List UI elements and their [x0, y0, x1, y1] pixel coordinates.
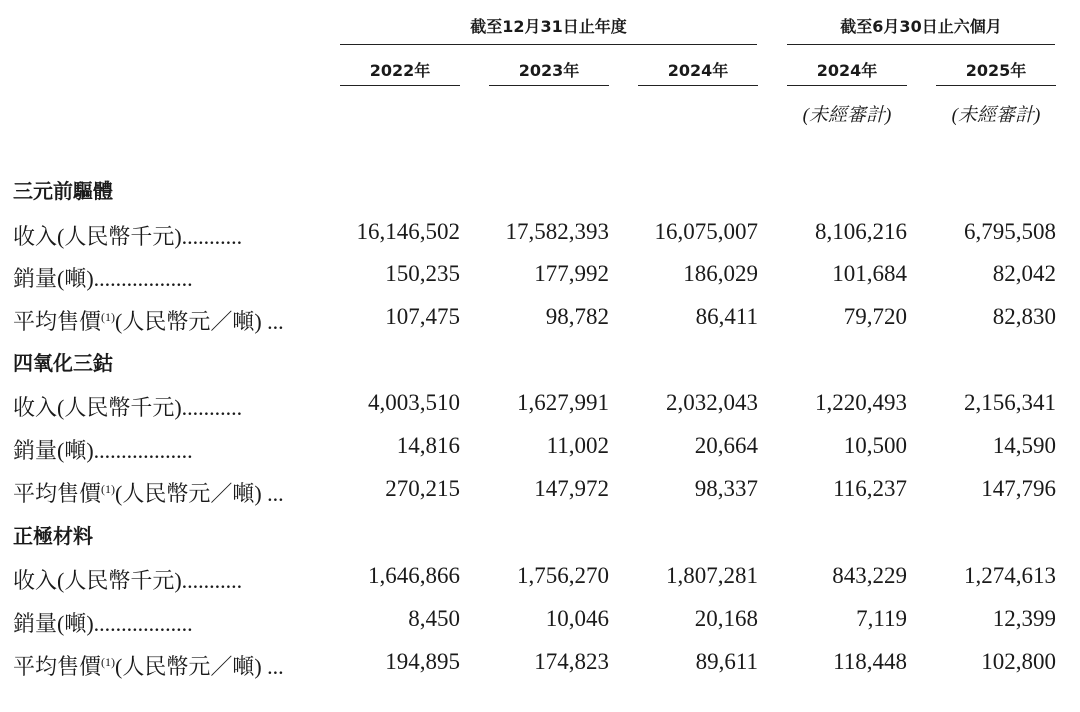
header-group-fiscal-year: 截至12月31日止年度 [470, 17, 627, 36]
year-header-2024-6m: 2024年 [816, 61, 878, 80]
cell-value: 10,500 [843, 433, 907, 458]
cell-value: 14,590 [992, 433, 1056, 458]
row-label-volume [13, 262, 193, 293]
cell-value: 16,146,502 [356, 219, 460, 244]
cell-value: 20,664 [694, 433, 758, 458]
year-rule-2024-6m [787, 85, 907, 86]
header-group-six-months: 截至6月30日止六個月 [840, 17, 1002, 36]
row-label-avg-price [13, 305, 284, 336]
cell-value: 86,411 [695, 304, 758, 329]
year-header-2022: 2022年 [369, 61, 431, 80]
row-label-revenue [13, 564, 242, 595]
cell-value: 118,448 [833, 649, 907, 674]
row-label-revenue [13, 391, 242, 422]
row-label-revenue [13, 220, 242, 251]
row-label-avg-price [13, 477, 284, 508]
header-group-six-months-rule [787, 44, 1055, 45]
year-rule-2025-6m [936, 85, 1056, 86]
row-label-text: 收入(人民幣千元) [13, 224, 182, 249]
row-label-leader: ... [267, 481, 284, 506]
year-rule-2023 [489, 85, 609, 86]
cell-value: 194,895 [385, 649, 460, 674]
row-label-leader: ... [267, 654, 284, 679]
row-label-text: 銷量(噸) [13, 611, 94, 636]
cell-value: 98,337 [694, 476, 758, 501]
row-label-suffix: (人民幣元／噸) [115, 481, 262, 506]
cell-value: 1,274,613 [964, 563, 1056, 588]
cell-value: 270,215 [385, 476, 460, 501]
cell-value: 107,475 [385, 304, 460, 329]
section-title: 四氧化三鈷 [13, 351, 113, 375]
cell-value: 89,611 [695, 649, 758, 674]
row-label-text: 銷量(噸) [13, 266, 94, 291]
cell-value: 1,627,991 [517, 390, 609, 415]
cell-value: 16,075,007 [654, 219, 758, 244]
year-rule-2022 [340, 85, 460, 86]
cell-value: 4,003,510 [368, 390, 460, 415]
cell-value: 1,646,866 [368, 563, 460, 588]
row-label-text: 平均售價 [13, 654, 102, 679]
cell-value: 843,229 [832, 563, 907, 588]
row-label-leader: ... [267, 309, 284, 334]
row-label-text: 銷量(噸) [13, 438, 94, 463]
cell-value: 17,582,393 [505, 219, 609, 244]
row-label-volume [13, 434, 193, 465]
cell-value: 10,046 [545, 606, 609, 631]
footnote-marker: (1) [101, 482, 116, 496]
cell-value: 150,235 [385, 261, 460, 286]
footnote-marker: (1) [101, 655, 116, 669]
year-header-2023: 2023年 [518, 61, 580, 80]
cell-value: 1,756,270 [517, 563, 609, 588]
footnote-marker: (1) [101, 310, 116, 324]
cell-value: 186,029 [683, 261, 758, 286]
row-label-volume [13, 607, 193, 638]
cell-value: 174,823 [534, 649, 609, 674]
year-header-2025-6m: 2025年 [965, 61, 1027, 80]
row-label-text: 收入(人民幣千元) [13, 568, 182, 593]
cell-value: 8,450 [408, 606, 460, 631]
cell-value: 7,119 [856, 606, 907, 631]
unaudited-note-2024: (未經審計) [802, 105, 892, 126]
unaudited-note-2025: (未經審計) [951, 105, 1041, 126]
row-label-leader: .................. [93, 438, 193, 463]
row-label-leader: ........... [181, 568, 243, 593]
cell-value: 1,220,493 [815, 390, 907, 415]
cell-value: 98,782 [545, 304, 609, 329]
row-label-leader: ........... [181, 224, 243, 249]
cell-value: 82,830 [992, 304, 1056, 329]
cell-value: 177,992 [534, 261, 609, 286]
row-label-suffix: (人民幣元／噸) [115, 654, 262, 679]
row-label-text: 收入(人民幣千元) [13, 395, 182, 420]
cell-value: 14,816 [396, 433, 460, 458]
cell-value: 11,002 [546, 433, 609, 458]
cell-value: 82,042 [992, 261, 1056, 286]
cell-value: 8,106,216 [815, 219, 907, 244]
cell-value: 1,807,281 [666, 563, 758, 588]
row-label-text: 平均售價 [13, 309, 102, 334]
cell-value: 102,800 [981, 649, 1056, 674]
row-label-suffix: (人民幣元／噸) [115, 309, 262, 334]
row-label-leader: .................. [93, 611, 193, 636]
row-label-text: 平均售價 [13, 481, 102, 506]
cell-value: 116,237 [833, 476, 907, 501]
year-header-2024-fy: 2024年 [667, 61, 729, 80]
cell-value: 147,796 [981, 476, 1056, 501]
year-rule-2024-fy [638, 85, 758, 86]
cell-value: 6,795,508 [964, 219, 1056, 244]
cell-value: 2,032,043 [666, 390, 758, 415]
cell-value: 12,399 [992, 606, 1056, 631]
section-title: 正極材料 [13, 524, 93, 548]
cell-value: 20,168 [694, 606, 758, 631]
row-label-avg-price [13, 650, 284, 681]
row-label-leader: ........... [181, 395, 243, 420]
cell-value: 147,972 [534, 476, 609, 501]
header-group-fiscal-year-rule [340, 44, 757, 45]
cell-value: 2,156,341 [964, 390, 1056, 415]
cell-value: 101,684 [832, 261, 907, 286]
cell-value: 79,720 [843, 304, 907, 329]
row-label-leader: .................. [93, 266, 193, 291]
section-title: 三元前驅體 [13, 179, 113, 203]
